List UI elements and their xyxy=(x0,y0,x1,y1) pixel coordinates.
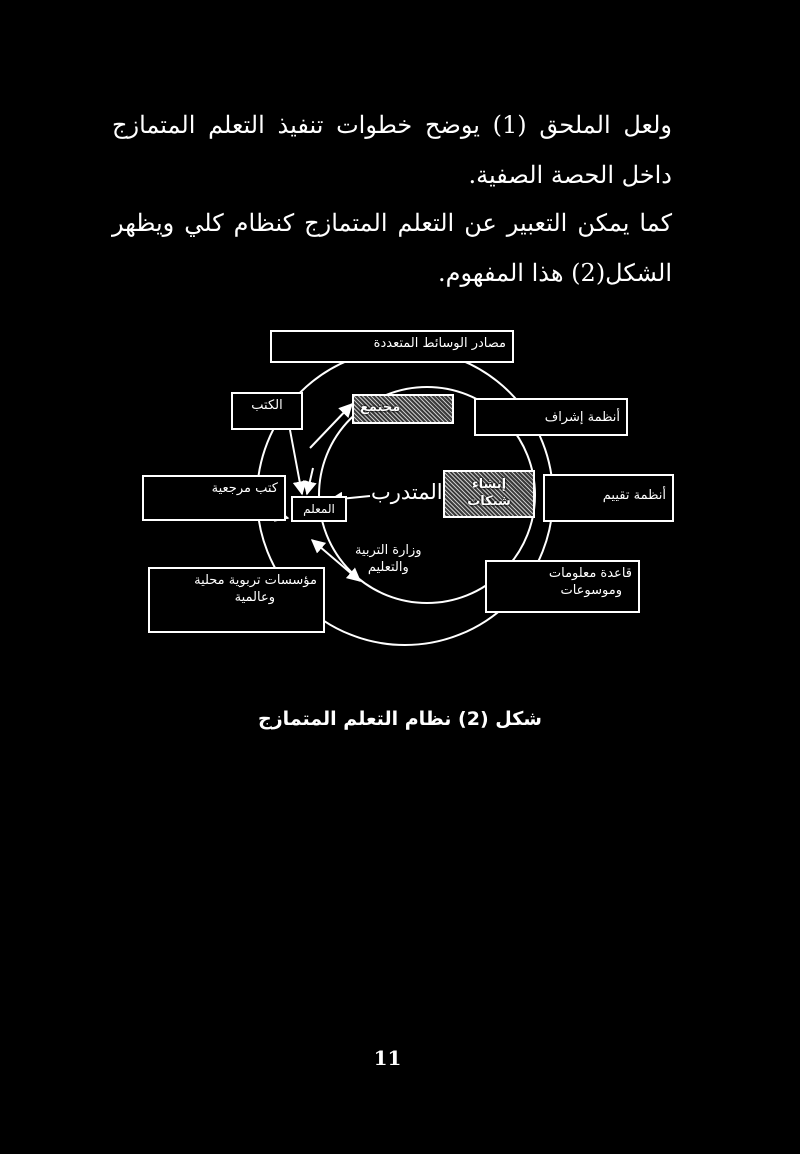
reference-books-box xyxy=(142,475,286,521)
arrow-books-teacher xyxy=(290,430,302,494)
paragraph-1: ولعل الملحق (1) يوضح خطوات تنفيذ التعلم المتمازج داخل الحصة الصفية. xyxy=(112,111,672,189)
paragraph-2: كما يمكن التعبير عن التعلم المتمازج كنظام كلي ويظهر الشكل(2) هذا المفهوم. xyxy=(112,209,672,287)
institutions-line-2: وعالمية xyxy=(234,590,275,605)
multimedia-sources-box xyxy=(270,330,514,363)
institutions-line-1: مؤسسات تربوية محلية xyxy=(194,573,317,588)
supervision-systems-label: أنظمة إشراف xyxy=(544,410,620,425)
database-box xyxy=(485,560,640,613)
books-box xyxy=(231,392,303,430)
arrow-teacher-community xyxy=(310,404,352,448)
networking-line-2: شبكات xyxy=(467,494,511,509)
ministry-line-1: وزارة التربية xyxy=(355,543,422,558)
database-line-2: وموسوعات xyxy=(560,583,622,598)
evaluation-systems-box xyxy=(543,474,674,522)
database-line-1: قاعدة معلومات xyxy=(548,566,632,581)
networking-line-1: إنشاء xyxy=(471,477,507,492)
page-number: 11 xyxy=(373,1046,402,1070)
multimedia-sources-label: مصادر الوسائط المتعددة xyxy=(373,336,506,351)
community-box xyxy=(352,394,454,424)
networking-box xyxy=(443,470,535,518)
evaluation-systems-label: أنظمة تقييم xyxy=(602,488,666,503)
books-label: الكتب xyxy=(251,398,283,413)
supervision-systems-box xyxy=(474,398,628,436)
arrow-books-teacher-2 xyxy=(307,468,313,494)
figure-caption: شكل (2) نظام التعلم المتمازج xyxy=(258,708,542,730)
ministry-label xyxy=(355,542,422,576)
teacher-box xyxy=(291,496,347,522)
ministry-line-2: والتعليم xyxy=(367,560,409,575)
teacher-label: المعلم xyxy=(303,502,335,516)
reference-books-label: كتب مرجعية xyxy=(211,481,278,496)
center-label: المتدرب xyxy=(371,480,443,504)
community-label: مجتمع xyxy=(360,400,401,415)
institutions-box xyxy=(148,567,325,633)
